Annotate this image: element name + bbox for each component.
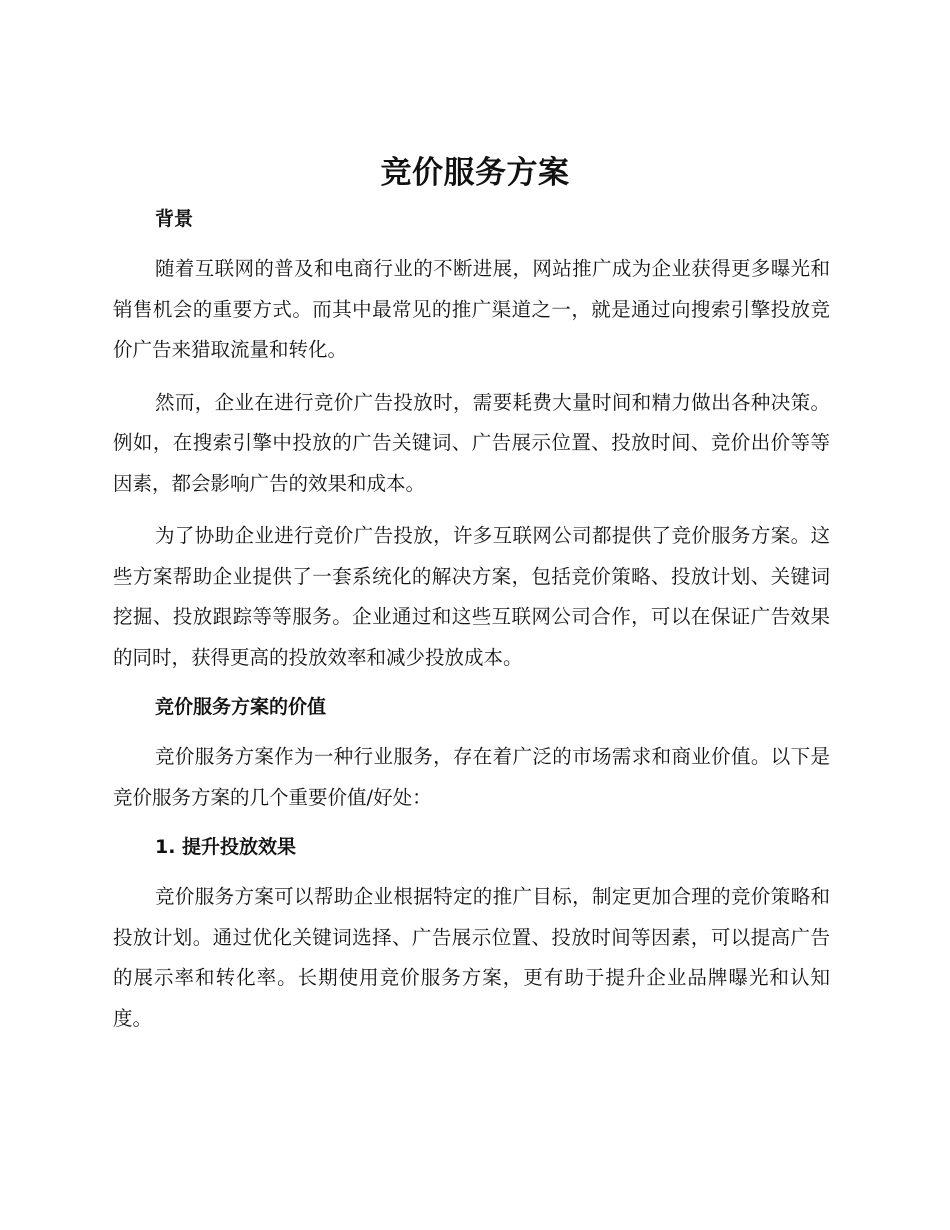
section-heading-background: 背景 <box>155 208 194 230</box>
section-heading-value: 竞价服务方案的价值 <box>155 696 327 718</box>
paragraph: 竞价服务方案作为一种行业服务，存在着广泛的市场需求和商业价值。以下是竞价服务方案的几个重要价值/好处： <box>113 745 830 809</box>
paragraph: 为了协助企业进行竞价广告投放，许多互联网公司都提供了竞价服务方案。这些方案帮助企业提供了一套系统化的解决方案，包括竞价策略、投放计划、关键词挖掘、投放跟踪等等服务。企业通过和这些互联网公司合作，可以在保证广告效果的同时，获得更高的投放效率和减少投放成本。 <box>113 524 830 669</box>
paragraph: 竞价服务方案可以帮助企业根据特定的推广目标，制定更加合理的竞价策略和投放计划。通过优化关键词选择、广告展示位置、投放时间等因素，可以提高广告的展示率和转化率。长期使用竞价服务方案，更有助于提升企业品牌曝光和认知度。 <box>113 885 830 1030</box>
paragraph: 随着互联网的普及和电商行业的不断进展，网站推广成为企业获得更多曝光和销售机会的重要方式。而其中最常见的推广渠道之一，就是通过向搜索引擎投放竞价广告来猎取流量和转化。 <box>113 257 830 361</box>
section-heading-point-1: 1. 提升投放效果 <box>155 836 297 858</box>
paragraph: 然而，企业在进行竞价广告投放时，需要耗费大量时间和精力做出各种决策。例如，在搜索引擎中投放的广告关键词、广告展示位置、投放时间、竞价出价等等因素，都会影响广告的效果和成本。 <box>113 390 830 495</box>
document-title: 竞价服务方案 <box>380 155 570 191</box>
document-body <box>113 202 830 1039</box>
